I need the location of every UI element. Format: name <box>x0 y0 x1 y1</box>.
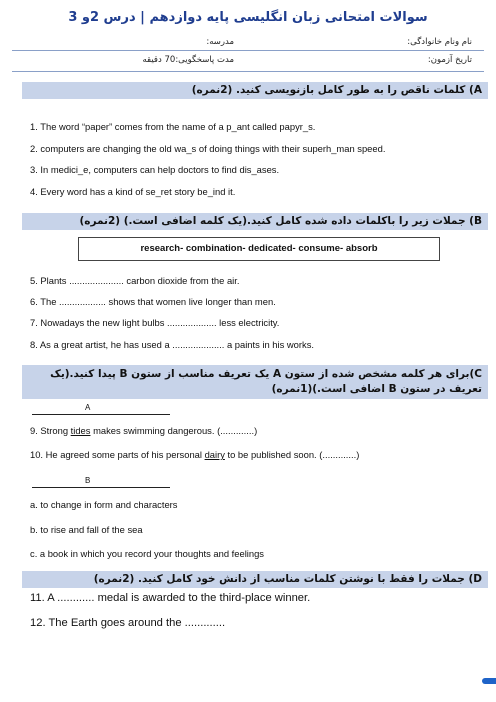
school-label: مدرسه: <box>206 37 234 47</box>
corner-tab-icon <box>482 678 496 684</box>
section-d-heading: D) جملات را فقط با نوشتن کلمات مناسب از دانش خود کامل کنید. (2نمره) <box>22 571 488 588</box>
question-8: 8. As a great artist, he has used a .................... a paints in his works. <box>30 339 314 350</box>
section-a-heading: A) کلمات ناقص را به طور کامل بازنویسی کنید. (2نمره) <box>22 82 488 99</box>
column-a-underline <box>32 414 170 415</box>
question-9-text-after: makes swimming dangerous. (.............) <box>90 425 258 436</box>
question-9-text-before: 9. Strong <box>30 425 71 436</box>
duration-label: مدت پاسخگویی:70 دقیقه <box>142 55 234 65</box>
question-3: 3. In medici_e, computers can help doctors to find dis_ases. <box>30 164 280 175</box>
date-label: تاریخ آزمون: <box>427 55 472 65</box>
option-a: a. to change in form and characters <box>30 499 178 510</box>
header-divider <box>12 50 484 51</box>
column-b-underline <box>32 487 170 488</box>
question-2: 2. computers are changing the old wa_s of doing things with their superh_man speed. <box>30 143 386 154</box>
section-c-heading: C)برای هر کلمه مشخص شده از ستون A یک تعریف مناسب از ستون B پیدا کنید.(یک تعریف در ستون B اضافی است.)(1نمره) <box>22 365 488 399</box>
question-1: 1. The word “paper” comes from the name of a p_ant called papyr_s. <box>30 121 316 132</box>
page-title: سوالات امتحانی زبان انگلیسی پایه دوازدهم | درس 2و 3 <box>68 10 428 25</box>
column-a-label: A <box>85 403 91 412</box>
option-b: b. to rise and fall of the sea <box>30 524 143 535</box>
question-4: 4. Every word has a kind of se_ret story be_ind it. <box>30 186 236 197</box>
question-9-target-word: tides <box>70 425 91 436</box>
word-bank: research- combination- dedicated- consume- absorb <box>78 237 440 261</box>
question-5: 5. Plants ..................... carbon dioxide from the air. <box>30 275 240 286</box>
question-12: 12. The Earth goes around the ............. <box>30 617 226 629</box>
question-10-text-before: 10. He agreed some parts of his personal <box>30 449 205 460</box>
header-divider-2 <box>12 71 484 72</box>
section-b-heading: B) جملات زیر را باکلمات داده شده کامل کنید.(یک کلمه اضافی است.) (2نمره) <box>22 213 488 230</box>
question-9 <box>30 425 470 437</box>
name-label: نام ونام خانوادگی: <box>407 37 472 47</box>
question-7: 7. Nowadays the new light bulbs ................... less electricity. <box>30 317 280 328</box>
column-b-label: B <box>85 476 91 485</box>
question-6: 6. The .................. shows that women live longer than men. <box>30 296 276 307</box>
option-c: c. a book in which you record your thoughts and feelings <box>30 548 264 559</box>
question-10-target-word: dairy <box>204 449 225 460</box>
question-11: 11. A ............ medal is awarded to the third-place winner. <box>30 592 311 604</box>
question-10 <box>30 449 470 461</box>
question-10-text-after: to be published soon. (.............) <box>224 449 360 460</box>
